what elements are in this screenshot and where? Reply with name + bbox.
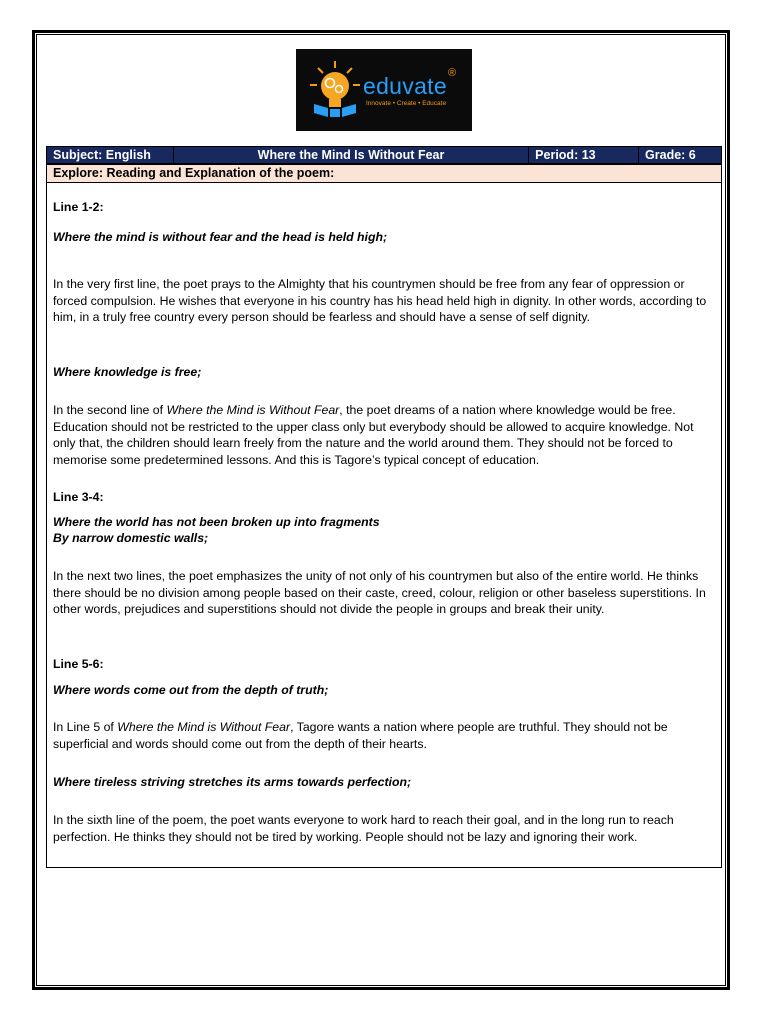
lesson-header-row — [47, 147, 722, 164]
explanation-paragraph-5: In the sixth line of the poem, the poet wants everyone to work hard to reach their goal, and in the long run to reach perfection. He thinks they should not be tired by working. People should not be lazy and ignoring their work. — [53, 813, 674, 844]
explore-heading: Explore: Reading and Explanation of the poem: — [46, 164, 722, 183]
poem-quote-line-3: Where the world has not been broken up into fragments — [53, 515, 380, 529]
explanation-paragraph-3: In the next two lines, the poet emphasizes the unity of not only of his countrymen but also of the entire world. He thinks there should be no division among people based on their caste, creed, colour, religion or other baseless superstitions. In other words, prejudices and superstitions should not divide the people in groups and break their unity. — [53, 569, 706, 616]
lesson-title-cell: Where the Mind Is Without Fear — [173, 147, 528, 164]
period-cell: Period: 13 — [529, 147, 639, 164]
subject-cell: Subject: English — [47, 147, 174, 164]
explanation-paragraph-1: In the very first line, the poet prays to the Almighty that his countrymen should be free from any fear of oppression or forced compulsion. He wishes that everyone in his country has his head held high in dignity. In other words, according to him, in a truly free country every person should be fearless and should have a sense of self dignity. — [53, 277, 707, 324]
poem-quote-line-4: By narrow domestic walls; — [53, 531, 209, 545]
poem-quote-line-2: Where knowledge is free; — [53, 365, 202, 379]
poem-quote-line-6: Where tireless striving stretches its arms towards perfection; — [53, 775, 412, 789]
registered-mark: ® — [448, 67, 457, 79]
section-heading-line-1-2: Line 1-2: — [53, 200, 104, 214]
poem-quote-line-1: Where the mind is without fear and the head is held high; — [53, 230, 388, 244]
grade-cell: Grade: 6 — [639, 147, 722, 164]
logo-wordmark: eduvate — [363, 73, 447, 99]
poem-quote-line-5: Where words come out from the depth of truth; — [53, 683, 329, 697]
eduvate-logo — [296, 49, 472, 131]
explanation-paragraph-2: In the second line of Where the Mind is Without Fear, the poet dreams of a nation where knowledge would be free. Education should not be restricted to the upper class only but everybody should be allowed to acquire knowledge. Not only that, the children should learn freely from the nature and the world around them. They should not be forced to memorise some predetermined lessons. And this is Tagore’s typical concept of education. — [53, 403, 694, 467]
lightbulb-gears-icon — [306, 59, 364, 121]
logo-tagline: Innovate • Create • Educate — [366, 100, 447, 107]
section-heading-line-3-4: Line 3-4: — [53, 490, 104, 504]
section-heading-line-5-6: Line 5-6: — [53, 657, 104, 671]
explanation-paragraph-4: In Line 5 of Where the Mind is Without Fear, Tagore wants a nation where people are truthful. They should not be superficial and words should come out from the depth of their hearts. — [53, 720, 668, 751]
lesson-header-table — [46, 146, 722, 164]
